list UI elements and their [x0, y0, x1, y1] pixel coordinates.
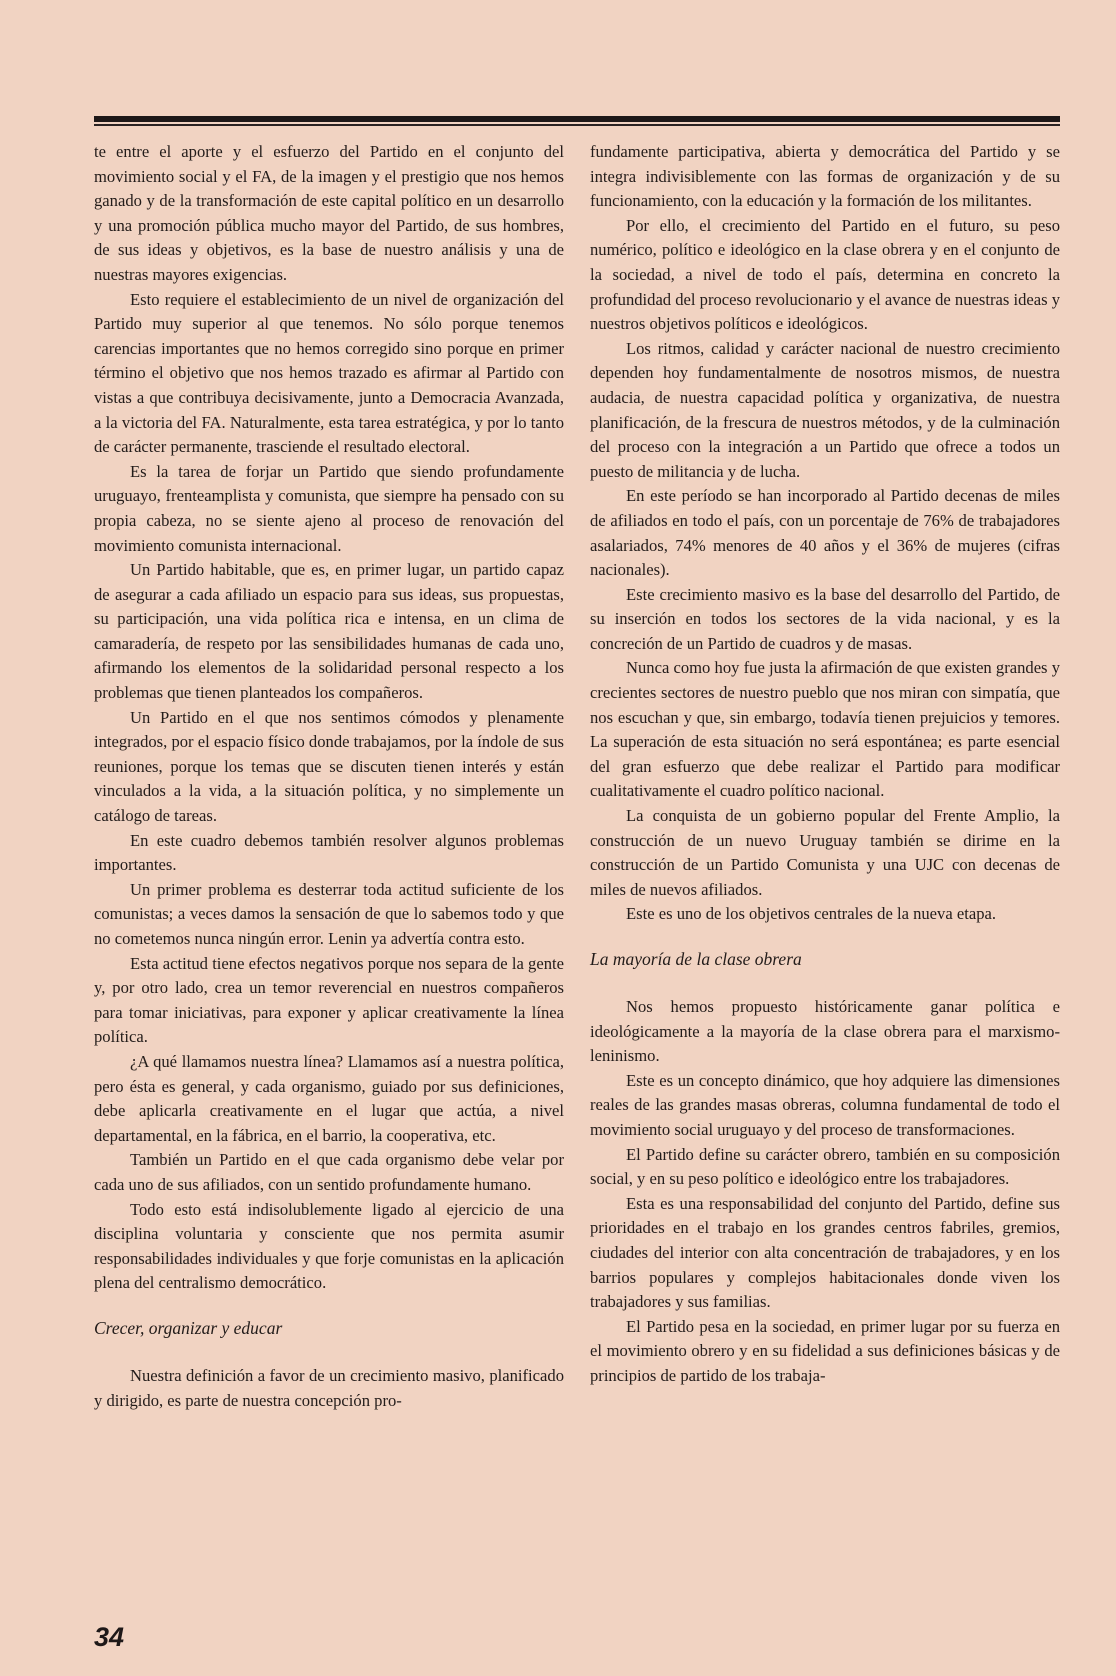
paragraph: En este cuadro debemos también resolver algunos problemas importantes. — [94, 830, 564, 875]
paragraph: Esta es una responsabilidad del conjunto del Partido, define sus prioridades en el trabajo en los grandes centros fabriles, gremios, ciudades del interior con alta concentración de trabajadores, y en los barrios populares y complejos habitacionales donde viven los trabajadores y sus familias. — [590, 1193, 1060, 1312]
page-number: 34 — [94, 1622, 125, 1652]
paragraph: fundamente participativa, abierta y democrática del Partido y se integra indivisiblemente con las formas de organización y de su funcionamiento, con la educación y la formación de los militantes. — [590, 142, 1060, 211]
paragraph: Por ello, el crecimiento del Partido en el futuro, su peso numérico, político e ideológico en la clase obrera y en el conjunto de la sociedad, a nivel de todo el país, determina en concreto la profundidad del proceso revolucionario y el avance de nuestras ideas y nuestros objetivos políticos e ideológicos. — [590, 215, 1060, 334]
paragraph: Este es un concepto dinámico, que hoy adquiere las dimensiones reales de las grandes masas obreras, columna fundamental de todo el movimiento social uruguayo y del proceso de transformaciones. — [590, 1070, 1060, 1139]
header-rule-thin — [94, 124, 1060, 126]
paragraph: El Partido pesa en la sociedad, en primer lugar por su fuerza en el movimiento obrero y en su fidelidad a sus definiciones básicas y de principios de partido de los trabaja- — [590, 1316, 1060, 1385]
paragraph: Los ritmos, calidad y carácter nacional de nuestro crecimiento dependen hoy fundamentalmente de nosotros mismos, de nuestra audacia, de nuestra capacidad política y organizativa, de nuestra planificación, de la frescura de nuestros métodos, y de la culminación del proceso con la integración a un Partido que ofrece a todos un puesto de militancia y de lucha. — [590, 338, 1060, 481]
paragraph: El Partido define su carácter obrero, también en su composición social, y en su peso político e ideológico entre los trabajadores. — [590, 1144, 1060, 1189]
paragraph: Este es uno de los objetivos centrales de la nueva etapa. — [626, 904, 997, 924]
paragraph: Esta actitud tiene efectos negativos porque nos separa de la gente y, por otro lado, crea un temor reverencial en nuestros compañeros para tomar iniciativas, para exponer y aplicar creativamente la línea política. — [94, 953, 564, 1047]
paragraph: Esto requiere el establecimiento de un nivel de organización del Partido muy superior al que tenemos. No sólo porque tenemos carencias importantes que no hemos corregido sino porque en primer término el objetivo que nos hemos trazado es afirmar al Partido con vistas a que contribuya decisivamente, junto a Democracia Avanzada, a la victoria del FA. Naturalmente, esta tarea estratégica, y por lo tanto de carácter permanente, trasciende el resultado electoral. — [94, 289, 564, 457]
paragraph: Un Partido habitable, que es, en primer lugar, un partido capaz de asegurar a cada afiliado un espacio para sus ideas, sus propuestas, su participación, una vida política rica e intensa, en un clima de camaradería, de respeto por las sensibilidades humanas de cada uno, afirmando los elementos de la solidaridad personal respecto a los problemas que tienen planteados los compañeros. — [94, 560, 564, 703]
section-heading-mayoria: La mayoría de la clase obrera — [590, 949, 802, 969]
paragraph: Nuestra definición a favor de un crecimiento masivo, planificado y dirigido, es parte de nuestra concepción pro- — [94, 1365, 564, 1410]
section-heading-crecer: Crecer, organizar y educar — [94, 1317, 283, 1338]
paragraph: Todo esto está indisolublemente ligado al ejercicio de una disciplina voluntaria y consciente que nos permita asumir responsabilidades individuales y que forje comunistas en la aplicación plena del centralismo democrático. — [94, 1199, 564, 1293]
paragraph: La conquista de un gobierno popular del Frente Amplio, la construcción de un nuevo Uruguay también se dirime en la construcción de un Partido Comunista y una UJC con decenas de miles de nuevos afiliados. — [590, 806, 1060, 899]
paragraph: te entre el aporte y el esfuerzo del Partido en el conjunto del movimiento social y el FA, de la imagen y el prestigio que nos hemos ganado y de la transformación de este capital político en un desarrollo y una promoción pública mucho mayor del Partido, de sus hombres, de sus ideas y objetivos, es la base de nuestro análisis y una de nuestras mayores exigencias. — [94, 142, 564, 284]
paragraph: Un primer problema es desterrar toda actitud suficiente de los comunistas; a veces damos la sensación de que lo sabemos todo y que no cometemos nunca ningún error. Lenin ya advertía contra esto. — [94, 879, 564, 948]
paragraph: Un Partido en el que nos sentimos cómodos y plenamente integrados, por el espacio físico donde trabajamos, por la índole de sus reuniones, porque los temas que se discuten tienen interés y están vinculados a la vida, a la situación política, y no simplemente un catálogo de tareas. — [94, 707, 564, 826]
left-column — [94, 140, 564, 1413]
paragraph: Nos hemos propuesto históricamente ganar política e ideológicamente a la mayoría de la clase obrera para el marxismo-leninismo. — [590, 997, 1060, 1066]
right-column — [590, 140, 1060, 1389]
paragraph: ¿A qué llamamos nuestra línea? Llamamos así a nuestra política, pero ésta es general, y cada organismo, guiado por sus definiciones, debe aplicarla creativamente en el lugar que actúa, a nivel departamental, en la fábrica, en el barrio, la cooperativa, etc. — [94, 1051, 564, 1145]
header-rule-thick — [94, 116, 1060, 122]
paragraph: En este período se han incorporado al Partido decenas de miles de afiliados en todo el país, con un porcentaje de 76% de trabajadores asalariados, 74% menores de 40 años y el 36% de mujeres (cifras nacionales). — [590, 486, 1060, 580]
paragraph: Nunca como hoy fue justa la afirmación de que existen grandes y crecientes sectores de nuestro pueblo que nos miran con simpatía, que nos escuchan y que, sin embargo, todavía tienen prejuicios y temores. La superación de esta situación no será espontánea; es parte esencial del gran esfuerzo que debe realizar el Partido para modificar cualitativamente el cuadro político nacional. — [590, 658, 1060, 801]
paragraph: Este crecimiento masivo es la base del desarrollo del Partido, de su inserción en todos los sectores de la vida nacional, y es la concreción de un Partido de cuadros y de masas. — [590, 584, 1060, 653]
paragraph: Es la tarea de forjar un Partido que siendo profundamente uruguayo, frenteamplista y comunista, que siempre ha pensado con su propia cabeza, no se siente ajeno al proceso de renovación del movimiento comunista internacional. — [94, 461, 564, 555]
paragraph: También un Partido en el que cada organismo debe velar por cada uno de sus afiliados, con un sentido profundamente humano. — [94, 1150, 564, 1194]
